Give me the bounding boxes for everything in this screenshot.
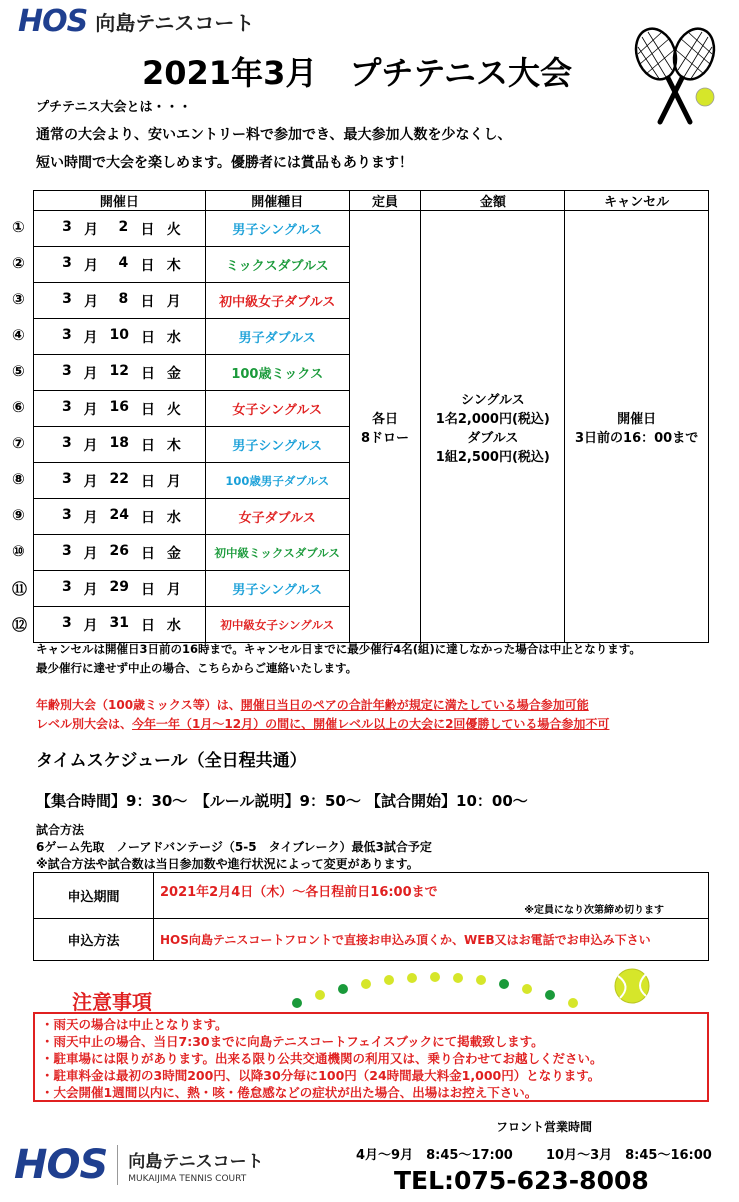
date-cell [34,355,206,391]
notice-item: ・雨天の場合は中止となります。 [41,1017,228,1032]
day-unit: 日 [140,401,155,418]
weekday: 火 [166,401,181,418]
venue-name: 向島テニスコート [95,11,255,35]
month: 3 [61,542,72,559]
match-heading: 試合方法 [36,823,85,837]
day-unit: 日 [140,473,155,490]
decorative-dot [453,973,463,983]
month-unit: 月 [83,329,98,346]
decorative-dot [430,972,440,982]
event-cell: 初中級ミックスダブルス [205,535,349,571]
apply-period-value: 2021年2月4日（木）～各日程前日16:00まで [160,885,438,900]
match-note: ※試合方法や試合数は当日参加数や進行状況によって変更があります。 [36,857,419,871]
price-cell [421,211,565,643]
decorative-dot [338,984,348,994]
price-line-3: ダブルス [467,430,519,446]
footer-venue-en: MUKAIJIMA TENNIS COURT [128,1173,247,1184]
row-number: ⑧ [12,470,25,488]
page-title: 2021年3月 プチテニス大会 [142,54,573,92]
day-unit: 日 [140,257,155,274]
event-cell: 100歳ミックス [205,355,349,391]
date-cell [34,607,206,643]
level-note-text: 今年一年（1月～12月）の間に、開催レベル以上の大会に2回優勝している場合参加不可 [132,717,610,731]
age-note-text: 開催日当日のペアの合計年齢が規定に満たしている場合参加可能 [240,698,589,712]
day: 26 [109,542,130,559]
day: 16 [109,398,130,415]
month: 3 [61,578,72,595]
hours-summer: 4月～9月 8:45～17:00 [356,1148,513,1163]
notice-item: ・大会開催1週間以内に、熱・咳・倦怠感などの症状が出た場合、出場はお控え下さい。 [41,1085,538,1100]
footer-venue-block [128,1147,263,1184]
tennis-ball-icon [696,88,714,106]
capacity-line-1: 各日 [372,411,399,427]
hos-logo: HOS [18,4,88,39]
apply-method-cell [154,919,709,961]
day: 31 [109,614,130,631]
weekday: 月 [166,581,181,598]
weekday: 水 [166,329,181,346]
event-cell: 男子シングルス [205,571,349,607]
decorative-dot [384,975,394,985]
day-unit: 日 [140,509,155,526]
month: 3 [61,614,72,631]
row-number: ⑥ [12,398,25,416]
level-note-label: レベル別大会は、 [36,717,133,731]
date-cell [34,247,206,283]
col-header-date: 開催日 [34,191,206,211]
weekday: 水 [166,617,181,634]
weekday: 木 [166,257,181,274]
cancel-note-2: 最少催行に達せず中止の場合、こちらからご連絡いたします。 [36,661,358,675]
month: 3 [61,434,72,451]
event-cell: 男子ダブルス [205,319,349,355]
weekday: 火 [166,221,181,238]
date-cell [34,319,206,355]
footer-venue: 向島テニスコート [128,1151,264,1172]
notice-item: ・雨天中止の場合、当日7:30までに向島テニスコートフェイスブックにて掲載致します。 [41,1034,544,1049]
day: 2 [118,218,129,235]
weekday: 金 [166,365,181,382]
apply-period-cell [154,873,709,919]
apply-method-value: HOS向島テニスコートフロントで直接お申込み頂くか、WEB又はお電話でお申込み下さい [160,933,651,947]
decorative-dot [407,973,417,983]
level-note [36,715,609,732]
day-unit: 日 [140,581,155,598]
weekday: 金 [166,545,181,562]
decorative-dot [361,979,371,989]
price-line-1: シングルス [461,392,525,408]
decorative-dot [476,975,486,985]
day: 4 [118,254,129,271]
col-header-price: 金額 [421,191,565,211]
day: 12 [109,362,130,379]
decorative-dot [499,979,509,989]
day-unit: 日 [140,437,155,454]
event-cell: 女子ダブルス [205,499,349,535]
day-unit: 日 [140,293,155,310]
capacity-line-2: 8ドロー [361,430,410,446]
day: 10 [109,326,130,343]
row-number: ⑦ [12,434,25,452]
row-number: ④ [12,326,25,344]
date-cell [34,499,206,535]
notice-item: ・駐車料金は最初の3時間200円、以降30分毎に100円（24時間最大料金1,000円）となります。 [41,1068,601,1083]
month-unit: 月 [83,617,98,634]
event-cell: 女子シングルス [205,391,349,427]
footer-logo [14,1142,264,1188]
hours-label: フロント営業時間 [496,1120,593,1134]
month: 3 [62,254,72,271]
event-cell: 男子シングルス [205,427,349,463]
decorative-dot [292,998,302,1008]
row-number: ③ [12,290,25,308]
date-cell [34,211,206,247]
date-cell [34,283,206,319]
capacity-cell [349,211,421,643]
day: 18 [109,434,130,451]
weekday: 水 [166,509,181,526]
apply-period-note: ※定員になり次第締め切ります [524,905,664,916]
hours-winter: 10月～3月 8:45～16:00 [546,1148,712,1163]
event-cell: ミックスダブルス [205,247,349,283]
day-unit: 日 [140,365,155,382]
decorative-dot [568,998,578,1008]
month-unit: 月 [83,473,98,490]
month-unit: 月 [83,509,98,526]
cancel-cell [565,211,709,643]
month: 3 [61,506,72,523]
apply-period-label: 申込期間 [34,873,154,919]
hos-logo: HOS [14,1142,108,1188]
age-note [36,696,589,713]
day: 8 [118,290,129,307]
cancel-note-1: キャンセルは開催日3日前の16時まで。キャンセル日までに最少催行4名(組)に達しなかった場合は中止となります。 [36,642,641,656]
day-unit: 日 [140,617,155,634]
event-cell: 100歳男子ダブルス [205,463,349,499]
month-unit: 月 [84,221,99,238]
month: 3 [61,326,72,343]
apply-method-label: 申込方法 [34,919,154,961]
row-number: ② [12,254,25,272]
month-unit: 月 [84,257,99,274]
day: 22 [109,470,130,487]
event-cell: 男子シングルス [205,211,349,247]
day-unit: 日 [140,329,155,346]
decorative-dot [315,990,325,1000]
match-format: 6ゲーム先取 ノーアドバンテージ（5-5 タイブレーク）最低3試合予定 [36,840,432,854]
weekday: 月 [166,473,181,490]
price-line-2: 1名2,000円(税込) [435,411,550,427]
header-logo [18,4,254,39]
month-unit: 月 [83,365,98,382]
month-unit: 月 [83,401,98,418]
date-cell [34,463,206,499]
col-header-cancel: キャンセル [565,191,709,211]
month: 3 [61,362,72,379]
event-cell: 初中級女子ダブルス [205,283,349,319]
day: 24 [109,506,130,523]
footer-divider [117,1145,118,1185]
cancel-line-2: 3日前の16：00まで [574,430,699,446]
month-unit: 月 [84,293,99,310]
row-number: ⑩ [12,542,25,560]
month: 3 [62,218,72,235]
notice-item: ・駐車場には限りがあります。出来る限り公共交通機関の利用又は、乗り合わせてお越しください。 [41,1051,603,1066]
schedule-heading: タイムスケジュール（全日程共通） [36,751,307,771]
schedule-table [33,190,709,643]
phone-number: TEL:075-623-8008 [394,1166,649,1195]
month: 3 [61,398,72,415]
date-cell [34,391,206,427]
weekday: 木 [166,437,181,454]
row-number: ⑨ [12,506,25,524]
intro-line-1: 通常の大会より、安いエントリー料で参加でき、最大参加人数を少なくし、 [36,127,512,143]
schedule-times: 【集合時間】9：30～ 【ルール説明】9：50～ 【試合開始】10：00～ [36,792,528,810]
row-number: ⑤ [12,362,25,380]
tennis-rackets-icon [628,22,724,132]
intro-heading: プチテニス大会とは・・・ [36,100,192,115]
row-number: ⑫ [12,616,28,634]
intro-line-2: 短い時間で大会を楽しめます。優勝者には賞品もあります！ [36,155,413,171]
day: 29 [109,578,130,595]
weekday: 月 [166,293,181,310]
col-header-capacity: 定員 [349,191,421,211]
notice-box [33,1012,709,1102]
date-cell [34,427,206,463]
tennis-ball-icon [612,966,652,1006]
decorative-dot [522,984,532,994]
decorative-dot [545,990,555,1000]
cancel-line-1: 開催日 [617,411,657,427]
price-line-4: 1組2,500円(税込) [435,449,550,465]
day-unit: 日 [140,221,155,238]
date-cell [34,535,206,571]
month: 3 [62,290,72,307]
date-cell [34,571,206,607]
notice-title: 注意事項 [72,990,152,1014]
day-unit: 日 [140,545,155,562]
row-number: ⑪ [12,580,28,598]
schedule-row [34,211,709,247]
month-unit: 月 [83,581,98,598]
row-number: ① [12,218,25,236]
month-unit: 月 [83,437,98,454]
col-header-event: 開催種目 [205,191,349,211]
apply-table [33,872,709,961]
event-cell: 初中級女子シングルス [205,607,349,643]
month: 3 [61,470,72,487]
month-unit: 月 [83,545,98,562]
age-note-label: 年齢別大会（100歳ミックス等）は、 [36,698,241,712]
